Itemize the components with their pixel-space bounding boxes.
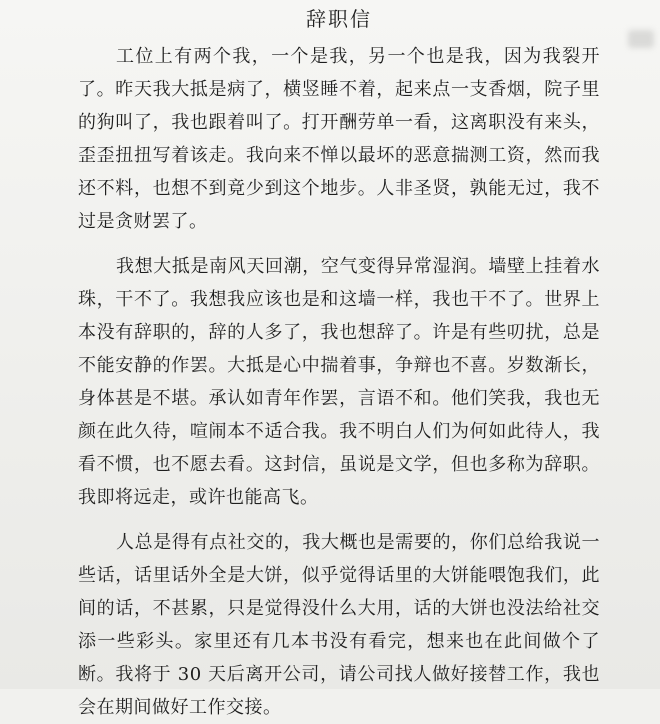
blurred-mark bbox=[628, 30, 654, 48]
letter-title: 辞职信 bbox=[306, 7, 372, 31]
paragraph-2: 我想大抵是南风天回潮，空气变得异常湿润。墙壁上挂着水珠，干不了。我想我应该也是和这墙一样，我也干不了。世界上本没有辞职的，辞的人多了，我也想辞了。许是有些叨扰，总是不能安静的作罢。大抵是心中揣着事，争辩也不喜。岁数渐长，身体甚是不堪。承认如青年作罢，言语不和。他们笑我，我也无颜在此久待，喧闹本不适合我。我不明白人们为何如此待人，我看不惯，也不愿去看。这封信，虽说是文学，但也多称为辞职。我即将远走，或许也能高飞。 bbox=[78, 256, 600, 508]
paragraph-1: 工位上有两个我，一个是我，另一个也是我，因为我裂开了。昨天我大抵是病了，横竖睡不着，起来点一支香烟，院子里的狗叫了，我也跟着叫了。打开酬劳单一看，这离职没有来头，歪歪扭扭写着该走。我向来不惮以最坏的恶意揣测工资，然而我还不料，也想不到竟少到这个地步。人非圣贤，孰能无过，我不过是贪财罢了。 bbox=[78, 46, 600, 232]
paragraph-3: 人总是得有点社交的，我大概也是需要的，你们总给我说一些话，话里话外全是大饼，似乎觉得话里的大饼能喂饱我们，此间的话，不甚累，只是觉得没什么大用，话的大饼也没法给社交添一些彩头。家里还有几本书没有看完，想来也在此间做个了断。我将于 30 天后离开公司，请公司找人做好接替工作，我也会在期间做好工作交接。 bbox=[78, 532, 600, 718]
